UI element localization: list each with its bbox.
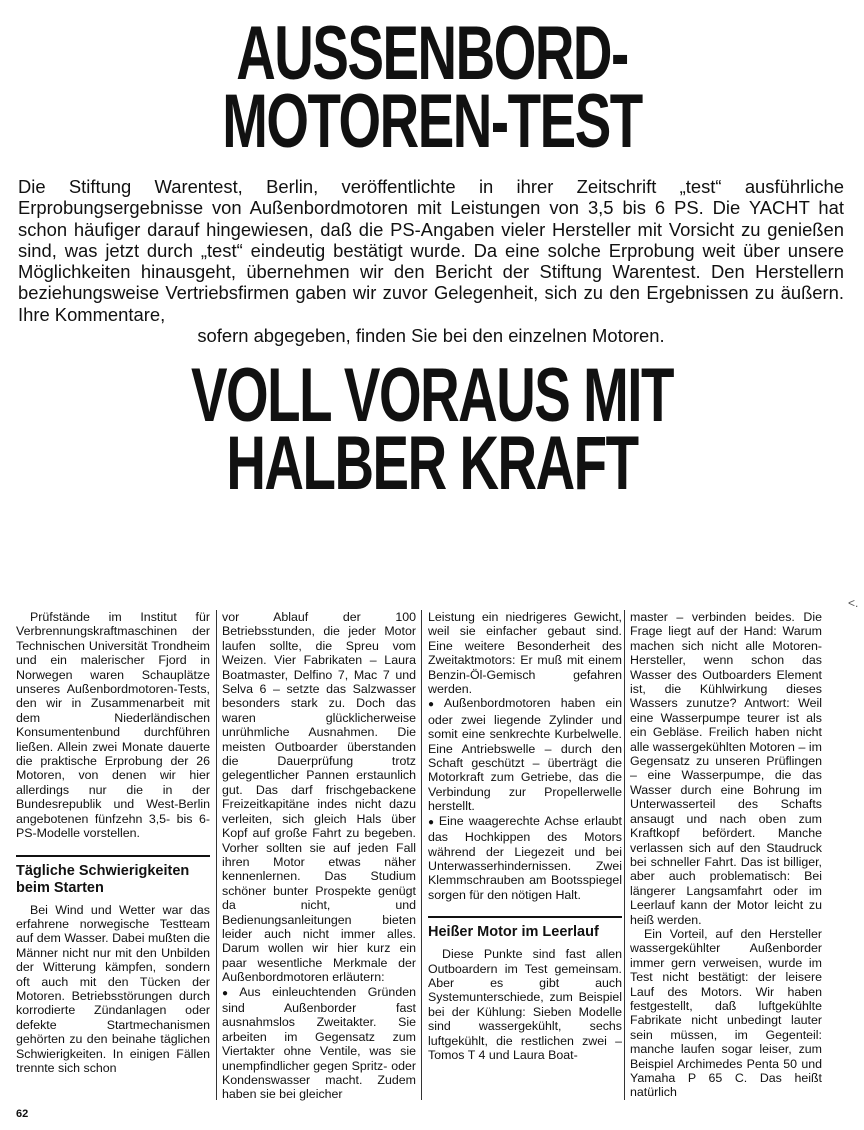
intro-last-line: sofern abgegeben, finden Sie bei den einzelnen Motoren. (197, 325, 665, 347)
article-column-3 (428, 610, 622, 1062)
bullet-icon (428, 814, 439, 828)
body-paragraph: master – verbinden beides. Die Frage liegt auf der Hand: Warum machen sich nicht alle Motoren-Hersteller, wenn schon das Wasser des Outboarders Element ist, die Kühlwirkung dieses Wassers zunutze? Antwort: Weil eine Wasserpumpe teurer ist als ein Gebläse. Freilich haben nicht alle wassergekühlten Motoren – im Gegensatz zu unseren Prüflingen – eine Wasserpumpe, die das Wasser durch eine Bohrung im Unterwasserteil des Schafts ansaugt und nach oben zum Kraftkopf befördert. Manche verlassen sich auf den Staudruck bei schneller Fahrt. Das ist billiger, aber auch problematisch: Bei längerer Langsamfahrt oder im Leerlauf kann der Motor leicht zu heiß werden. (630, 610, 822, 927)
column-divider (421, 610, 422, 1100)
article-column-4 (630, 610, 822, 1100)
body-paragraph: Leistung ein niedrigeres Gewicht, weil sie einfacher gebaut sind. Eine weitere Besonderheit des Zweitaktmotors: Er muß mit einem Benzin-Öl-Gemisch gefahren werden. (428, 610, 622, 697)
column-divider (624, 610, 625, 1100)
body-paragraph: Prüfstände im Institut für Verbrennungskraftmaschinen der Technischen Universität Trondheim und ein malerischer Fjord in Norwegen waren Schauplätze unseres Außenbordmotoren-Tests, den wir in Zusammenarbeit mit dem Niederländischen Konsumentenbund durchführen ließen. Allein zwei Monate dauerte die praktische Erprobung der 26 Motoren, von denen wir hier allerdings nur die in der Bundesrepublik und West-Berlin angebotenen fünfzehn 3,5- bis 6-PS-Modelle vorstellen. (16, 610, 210, 841)
headline-main (121, 353, 743, 507)
body-paragraph: Aus einleuchtenden Gründen sind Außenborder fast ausnahmslos Zweitakter. Sie arbeiten im Gegensatz zum Viertakter ohne Ventile, was sie unempfindlicher gegen Spritz- oder Kondenswasser macht. Zudem haben sie bei gleicher (222, 984, 416, 1102)
intro-text: Die Stiftung Warentest, Berlin, veröffentlichte in ihrer Zeitschrift „test“ ausführliche Erprobungsergebnisse von Außenbordmotoren mit Leistungen von 3,5 bis 6 PS. Die YACHT hat schon häufiger darauf hingewiesen, daß die PS-Angaben vieler Hersteller mit Vorsicht zu genießen sind, was jetzt durch „test“ eindeutig bestätigt wurde. Da eine solche Erprobung weit über unsere Möglichkeiten hinausgeht, übernehmen wir den Bericht der Stiftung Warentest. Den Herstellern beziehungsweise Vertriebsfirmen gaben wir zuvor Gelegenheit, sich zu den Ergebnissen zu äußern. Ihre Kommentare, (18, 176, 844, 325)
headline-top (121, 11, 743, 165)
intro-paragraph (18, 176, 844, 346)
article-column-1 (16, 610, 210, 1075)
headline-top-line-1: AUSSENBORD- (236, 11, 628, 96)
scan-edge-mark: ˂. (848, 596, 859, 610)
subheading: Heißer Motor im Leerlauf (428, 916, 622, 941)
bullet-icon (428, 696, 444, 710)
body-paragraph: Diese Punkte sind fast allen Outboardern im Test gemeinsam. Aber es gibt auch Systemunterschiede, zum Beispiel bei der Kühlung: Sieben Modelle sind wassergekühlt, sechs luftgekühlt, die restlichen zwei – Tomos T 4 und Laura Boat- (428, 947, 622, 1062)
body-paragraph: Ein Vorteil, auf den Hersteller wassergekühlter Außenborder immer gern verweisen, wurde im Test nicht bestätigt: der leisere Lauf des Motors. Wir haben festgestellt, daß luftgekühlte Fabrikate nicht unbedingt lauter sein müssen, im Gegenteil: manche laufen sogar leiser, zum Beispiel Archimedes Penta 50 und Yamaha P 65 C. Das heißt natürlich (630, 926, 822, 1100)
article-column-2 (222, 610, 416, 1102)
body-paragraph: Bei Wind und Wetter war das erfahrene norwegische Testteam auf dem Wasser. Dabei mußten die Männer nicht nur mit den Unbilden der Witterung kämpfen, sondern oft auch mit den Tücken der Motoren. Betriebsstörungen durch korrodierte Zündanlagen oder defekte Startmechanismen gehörten zu den beinahe täglichen Schwierigkeiten. In einigen Fällen trennte sich schon (16, 902, 210, 1075)
page-number: 62 (16, 1108, 29, 1120)
body-paragraph: Außenbordmotoren haben ein oder zwei liegende Zylinder und somit eine senkrechte Kurbelwelle. Eine Antriebswelle – durch den Schaft geschützt – überträgt die Motorkraft zum Getriebe, das die Verbindung zur Propellerwelle herstellt. (428, 696, 622, 814)
headline-main-line-2: HALBER KRAFT (226, 421, 638, 507)
subheading: Tägliche Schwierigkeiten beim Starten (16, 855, 210, 897)
body-paragraph: vor Ablauf der 100 Betriebsstunden, die jeder Motor laufen sollte, die Spreu vom Weizen. Vier Fabrikaten – Laura Boatmaster, Delfino 7, Mac 7 und Selva 6 – setzte das Salzwasser besonders stark zu. Doch das waren glücklicherweise unrühmliche Ausnahmen. Die meisten Outboarder überstanden die Dauerprüfung trotz gelegentlicher Pannen erstaunlich gut. Das darf frischgebackene Freizeitkapitäne indes nicht dazu verleiten, sich gleich Hals über Kopf auf große Fahrt zu begeben. Vorher sollten sie auf jeden Fall ihren Motor etwas näher kennenlernen. Das Studium schöner bunter Prospekte genügt da nicht, und Bedienungsanleitungen bieten leider auch nicht immer alles. Darum wollen wir hier kurz ein paar wesentliche Merkmale der Außenbordmotoren erläutern: (222, 610, 416, 985)
body-paragraph: Eine waagerechte Achse erlaubt das Hochkippen des Motors während der Liegezeit und bei Unterwasserhindernissen. Zwei Klemmschrauben am Bootsspiegel sorgen für den nötigen Halt. (428, 813, 623, 902)
column-divider (216, 610, 217, 1100)
headline-top-line-2: MOTOREN-TEST (222, 79, 642, 165)
headline-main-line-1: VOLL VORAUS MIT (190, 353, 674, 438)
bullet-icon (222, 985, 239, 999)
